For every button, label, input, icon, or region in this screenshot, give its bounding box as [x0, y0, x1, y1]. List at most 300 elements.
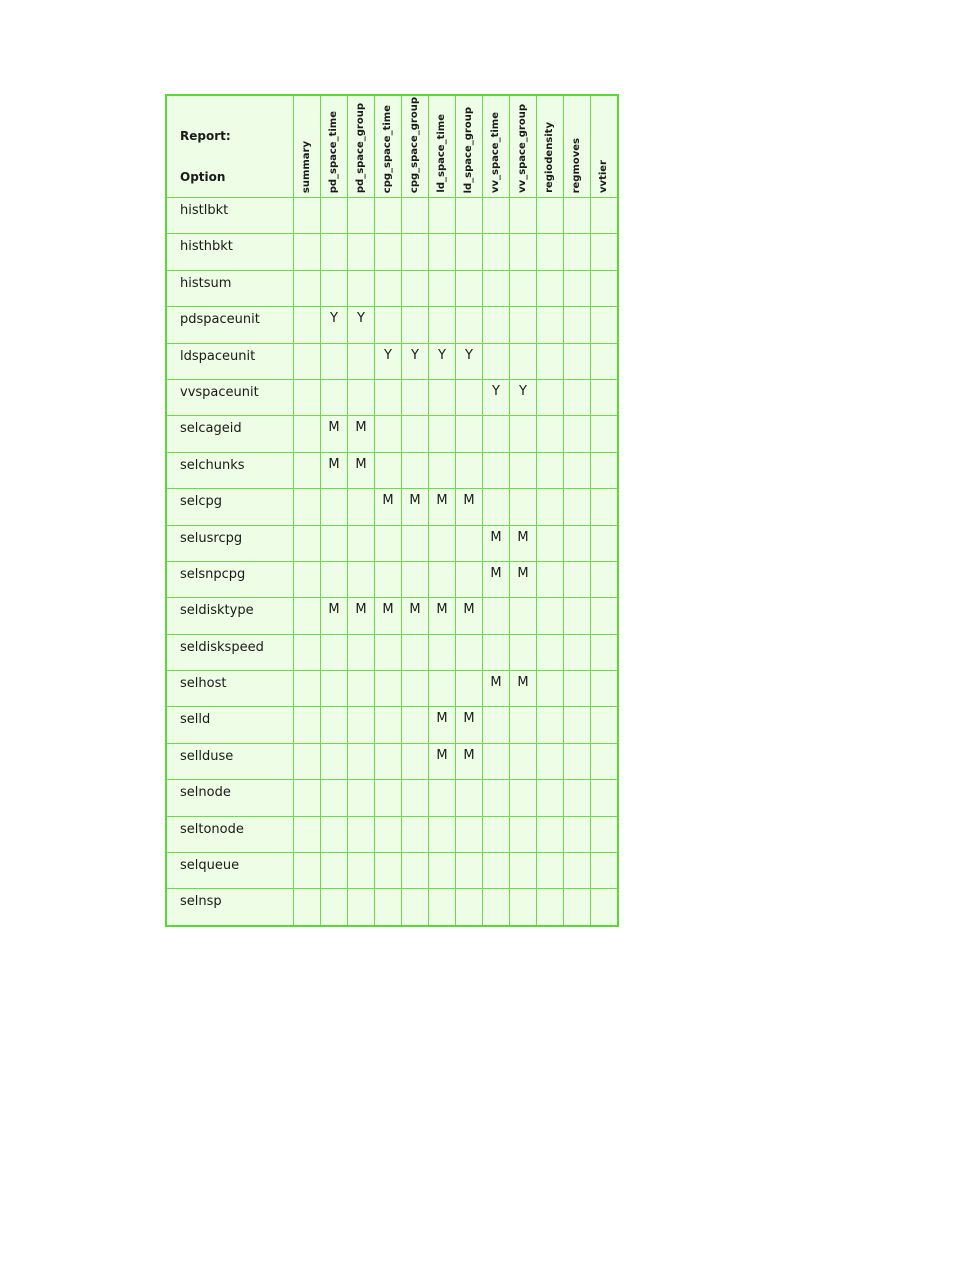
table-header-row — [166, 95, 618, 198]
column-header-label: cpg_space_time — [382, 104, 393, 193]
table-cell — [375, 525, 402, 561]
table-cell — [321, 343, 348, 379]
table-cell — [375, 307, 402, 343]
option-name-cell: sellduse — [166, 743, 294, 779]
table-cell — [456, 561, 483, 597]
table-cell — [483, 598, 510, 634]
table-cell — [429, 671, 456, 707]
table-cell — [456, 379, 483, 415]
option-name-cell: seldisktype — [166, 598, 294, 634]
option-name-cell: vvspaceunit — [166, 379, 294, 415]
table-cell: M — [456, 598, 483, 634]
table-cell: M — [375, 489, 402, 525]
column-header-pd-space-time — [321, 95, 348, 198]
table-cell — [537, 743, 564, 779]
table-cell — [564, 561, 591, 597]
table-cell — [321, 489, 348, 525]
table-cell — [375, 780, 402, 816]
table-cell — [537, 780, 564, 816]
column-header-label: pd_space_group — [355, 102, 366, 193]
table-cell — [348, 743, 375, 779]
table-cell — [564, 889, 591, 926]
table-row — [166, 634, 618, 670]
table-row — [166, 707, 618, 743]
table-cell — [294, 780, 321, 816]
table-cell — [483, 343, 510, 379]
table-cell — [537, 561, 564, 597]
table-row — [166, 598, 618, 634]
table-cell — [483, 307, 510, 343]
table-cell — [591, 780, 619, 816]
table-cell — [348, 780, 375, 816]
table-cell — [321, 379, 348, 415]
table-row — [166, 525, 618, 561]
table-cell — [510, 234, 537, 270]
table-cell — [456, 198, 483, 234]
table-cell — [510, 889, 537, 926]
option-name-cell: selchunks — [166, 452, 294, 488]
table-cell — [321, 634, 348, 670]
table-cell — [321, 816, 348, 852]
table-cell — [402, 561, 429, 597]
table-cell — [510, 489, 537, 525]
table-cell: M — [402, 598, 429, 634]
column-header-label: ld_space_group — [463, 106, 474, 193]
table-cell — [402, 707, 429, 743]
table-cell: M — [348, 452, 375, 488]
column-header-ld-space-time — [429, 95, 456, 198]
table-row — [166, 416, 618, 452]
table-cell — [483, 416, 510, 452]
table-cell — [591, 270, 619, 306]
table-row — [166, 270, 618, 306]
table-cell — [510, 307, 537, 343]
table-corner-header — [166, 95, 294, 198]
table-cell — [429, 270, 456, 306]
table-cell — [375, 816, 402, 852]
option-name-cell: selnsp — [166, 889, 294, 926]
table-cell — [375, 379, 402, 415]
table-cell — [537, 707, 564, 743]
table-cell: M — [429, 598, 456, 634]
table-cell: M — [321, 452, 348, 488]
table-cell — [483, 780, 510, 816]
table-cell — [321, 853, 348, 889]
table-cell — [537, 234, 564, 270]
option-name-cell: selhost — [166, 671, 294, 707]
table-cell — [510, 634, 537, 670]
table-cell — [510, 743, 537, 779]
table-cell — [483, 816, 510, 852]
table-cell — [402, 379, 429, 415]
table-cell — [429, 452, 456, 488]
corner-report-label: Report: — [180, 129, 231, 143]
table-cell — [591, 634, 619, 670]
table-cell — [348, 525, 375, 561]
table-cell — [375, 416, 402, 452]
table-cell: M — [429, 707, 456, 743]
table-cell — [429, 416, 456, 452]
table-cell — [456, 780, 483, 816]
table-cell — [321, 198, 348, 234]
table-cell — [348, 489, 375, 525]
table-cell — [348, 816, 375, 852]
table-cell — [537, 525, 564, 561]
table-cell — [321, 743, 348, 779]
table-cell — [348, 889, 375, 926]
option-name-cell: histlbkt — [166, 198, 294, 234]
table-cell — [402, 270, 429, 306]
table-cell — [402, 416, 429, 452]
column-header-label: ld_space_time — [436, 114, 447, 193]
table-cell — [456, 270, 483, 306]
table-cell — [564, 598, 591, 634]
column-header-summary — [294, 95, 321, 198]
table-cell — [510, 452, 537, 488]
table-cell — [510, 598, 537, 634]
table-cell — [321, 707, 348, 743]
table-cell — [537, 343, 564, 379]
table-cell — [429, 816, 456, 852]
table-cell — [375, 743, 402, 779]
table-cell — [456, 671, 483, 707]
table-cell — [510, 343, 537, 379]
table-cell — [591, 379, 619, 415]
table-row — [166, 561, 618, 597]
table-cell — [564, 489, 591, 525]
table-row — [166, 452, 618, 488]
table-cell — [564, 671, 591, 707]
table-cell — [537, 452, 564, 488]
table-cell: Y — [402, 343, 429, 379]
table-row — [166, 780, 618, 816]
table-cell — [483, 889, 510, 926]
table-cell — [429, 198, 456, 234]
table-cell — [348, 561, 375, 597]
table-cell — [510, 198, 537, 234]
table-cell — [564, 634, 591, 670]
table-cell — [402, 780, 429, 816]
table-cell — [429, 307, 456, 343]
table-cell: M — [510, 671, 537, 707]
table-cell — [564, 743, 591, 779]
table-cell — [591, 671, 619, 707]
table-cell — [483, 489, 510, 525]
table-row — [166, 489, 618, 525]
table-cell — [537, 379, 564, 415]
column-header-vv-space-time — [483, 95, 510, 198]
table-cell — [375, 198, 402, 234]
table-cell — [348, 634, 375, 670]
column-header-cpg-space-time — [375, 95, 402, 198]
table-cell — [564, 853, 591, 889]
option-name-cell: selnode — [166, 780, 294, 816]
table-cell: Y — [321, 307, 348, 343]
table-cell — [591, 816, 619, 852]
table-row — [166, 671, 618, 707]
table-cell — [510, 816, 537, 852]
table-cell — [375, 561, 402, 597]
column-header-pd-space-group — [348, 95, 375, 198]
table-cell — [402, 816, 429, 852]
table-row — [166, 343, 618, 379]
table-cell — [321, 561, 348, 597]
table-cell — [375, 270, 402, 306]
table-cell: M — [456, 489, 483, 525]
table-cell — [456, 889, 483, 926]
table-cell — [591, 743, 619, 779]
table-cell — [294, 452, 321, 488]
table-cell: M — [483, 525, 510, 561]
table-row — [166, 379, 618, 415]
table-cell — [564, 343, 591, 379]
table-cell: M — [456, 707, 483, 743]
table-row — [166, 853, 618, 889]
table-cell: Y — [483, 379, 510, 415]
table-cell — [402, 307, 429, 343]
column-header-regiodensity — [537, 95, 564, 198]
table-cell — [456, 853, 483, 889]
table-cell — [537, 853, 564, 889]
table-cell — [591, 889, 619, 926]
table-row — [166, 743, 618, 779]
table-cell — [537, 598, 564, 634]
table-cell — [564, 525, 591, 561]
table-cell — [564, 198, 591, 234]
column-header-vv-space-group — [510, 95, 537, 198]
table-cell — [294, 816, 321, 852]
table-cell — [591, 489, 619, 525]
table-cell — [591, 598, 619, 634]
table-cell — [483, 198, 510, 234]
table-cell — [321, 270, 348, 306]
table-cell — [321, 234, 348, 270]
table-cell — [294, 634, 321, 670]
table-cell — [375, 889, 402, 926]
corner-option-label: Option — [180, 170, 226, 184]
table-cell — [564, 234, 591, 270]
table-cell — [321, 525, 348, 561]
column-header-ld-space-group — [456, 95, 483, 198]
table-row — [166, 198, 618, 234]
table-cell: M — [429, 489, 456, 525]
column-header-label: vv_space_group — [517, 104, 528, 193]
table-cell — [456, 416, 483, 452]
table-cell — [294, 889, 321, 926]
table-cell — [321, 671, 348, 707]
table-cell — [294, 198, 321, 234]
table-cell — [591, 307, 619, 343]
option-name-cell: selusrcpg — [166, 525, 294, 561]
table-cell — [591, 198, 619, 234]
column-header-label: summary — [301, 140, 312, 193]
table-cell — [591, 234, 619, 270]
table-cell — [537, 489, 564, 525]
option-name-cell: selcpg — [166, 489, 294, 525]
table-cell — [294, 234, 321, 270]
table-cell — [537, 671, 564, 707]
table-cell — [456, 234, 483, 270]
column-header-label: regiodensity — [544, 122, 555, 193]
table-cell — [564, 452, 591, 488]
table-cell — [294, 307, 321, 343]
table-cell: M — [483, 561, 510, 597]
table-cell: M — [402, 489, 429, 525]
table-cell — [375, 707, 402, 743]
table-cell: M — [510, 561, 537, 597]
table-cell — [402, 743, 429, 779]
table-cell: M — [348, 416, 375, 452]
column-header-label: pd_space_time — [328, 110, 339, 193]
option-name-cell: selsnpcpg — [166, 561, 294, 597]
table-cell: M — [375, 598, 402, 634]
table-cell: M — [510, 525, 537, 561]
column-header-vvtier — [591, 95, 619, 198]
table-cell — [483, 707, 510, 743]
table-cell — [591, 525, 619, 561]
table-cell: Y — [375, 343, 402, 379]
table-cell — [348, 343, 375, 379]
table-cell — [402, 889, 429, 926]
table-cell — [375, 853, 402, 889]
table-cell — [294, 707, 321, 743]
table-cell — [429, 634, 456, 670]
option-name-cell: ldspaceunit — [166, 343, 294, 379]
table-cell — [429, 379, 456, 415]
report-option-table — [165, 94, 619, 927]
table-cell — [429, 780, 456, 816]
table-cell — [294, 489, 321, 525]
table-cell — [402, 198, 429, 234]
table-cell — [510, 416, 537, 452]
option-name-cell: selqueue — [166, 853, 294, 889]
table-cell — [348, 853, 375, 889]
table-cell — [510, 707, 537, 743]
table-cell — [375, 234, 402, 270]
table-cell — [564, 270, 591, 306]
table-cell — [456, 307, 483, 343]
table-cell: M — [348, 598, 375, 634]
table-cell — [564, 307, 591, 343]
table-cell — [591, 853, 619, 889]
table-cell: M — [456, 743, 483, 779]
table-cell — [483, 853, 510, 889]
table-cell — [402, 452, 429, 488]
table-cell — [429, 853, 456, 889]
table-cell — [429, 234, 456, 270]
table-cell: Y — [456, 343, 483, 379]
table-cell — [564, 707, 591, 743]
table-cell — [429, 525, 456, 561]
table-cell — [294, 743, 321, 779]
column-header-label: cpg_space_group — [409, 96, 420, 193]
table-cell — [429, 889, 456, 926]
column-header-regmoves — [564, 95, 591, 198]
table-cell — [348, 671, 375, 707]
table-cell — [483, 452, 510, 488]
table-cell — [294, 561, 321, 597]
option-name-cell: seltonode — [166, 816, 294, 852]
option-name-cell: pdspaceunit — [166, 307, 294, 343]
table-cell — [402, 234, 429, 270]
table-cell: Y — [429, 343, 456, 379]
table-cell — [537, 198, 564, 234]
table-row — [166, 307, 618, 343]
table-cell — [564, 780, 591, 816]
table-cell — [294, 416, 321, 452]
table-cell — [456, 452, 483, 488]
table-cell — [510, 853, 537, 889]
table-cell — [402, 853, 429, 889]
table-cell — [456, 816, 483, 852]
table-body — [166, 198, 618, 926]
table-cell — [294, 270, 321, 306]
table-cell — [591, 416, 619, 452]
table-cell — [294, 343, 321, 379]
table-cell — [591, 561, 619, 597]
table-cell — [348, 198, 375, 234]
table-cell: M — [429, 743, 456, 779]
option-name-cell: histsum — [166, 270, 294, 306]
option-name-cell: selcageid — [166, 416, 294, 452]
table-cell — [456, 525, 483, 561]
table-cell: Y — [510, 379, 537, 415]
table-row — [166, 816, 618, 852]
table-cell — [483, 234, 510, 270]
table-cell — [456, 634, 483, 670]
table-cell — [402, 671, 429, 707]
table-cell — [294, 379, 321, 415]
table-cell — [294, 525, 321, 561]
column-header-cpg-space-group — [402, 95, 429, 198]
table-cell — [375, 671, 402, 707]
table-cell — [402, 525, 429, 561]
table-cell — [537, 307, 564, 343]
table-cell — [429, 561, 456, 597]
table-cell — [564, 416, 591, 452]
column-header-label: vvtier — [598, 160, 609, 193]
table-cell — [537, 816, 564, 852]
table-cell — [537, 416, 564, 452]
table-cell — [591, 707, 619, 743]
table-cell — [348, 707, 375, 743]
table-cell — [510, 270, 537, 306]
table-cell — [537, 634, 564, 670]
table-cell: Y — [348, 307, 375, 343]
table-cell — [321, 889, 348, 926]
table-cell — [348, 379, 375, 415]
table-cell — [564, 816, 591, 852]
table-cell — [294, 853, 321, 889]
table-cell — [348, 234, 375, 270]
column-header-label: vv_space_time — [490, 111, 501, 193]
table-cell — [591, 343, 619, 379]
option-name-cell: histhbkt — [166, 234, 294, 270]
table-row — [166, 234, 618, 270]
table-cell — [294, 598, 321, 634]
table-cell — [537, 270, 564, 306]
option-name-cell: seldiskspeed — [166, 634, 294, 670]
table-cell: M — [483, 671, 510, 707]
table-cell — [294, 671, 321, 707]
table-cell — [348, 270, 375, 306]
table-cell — [483, 743, 510, 779]
table-cell — [321, 780, 348, 816]
table-cell — [591, 452, 619, 488]
table-cell — [537, 889, 564, 926]
table-cell — [483, 634, 510, 670]
table-row — [166, 889, 618, 926]
